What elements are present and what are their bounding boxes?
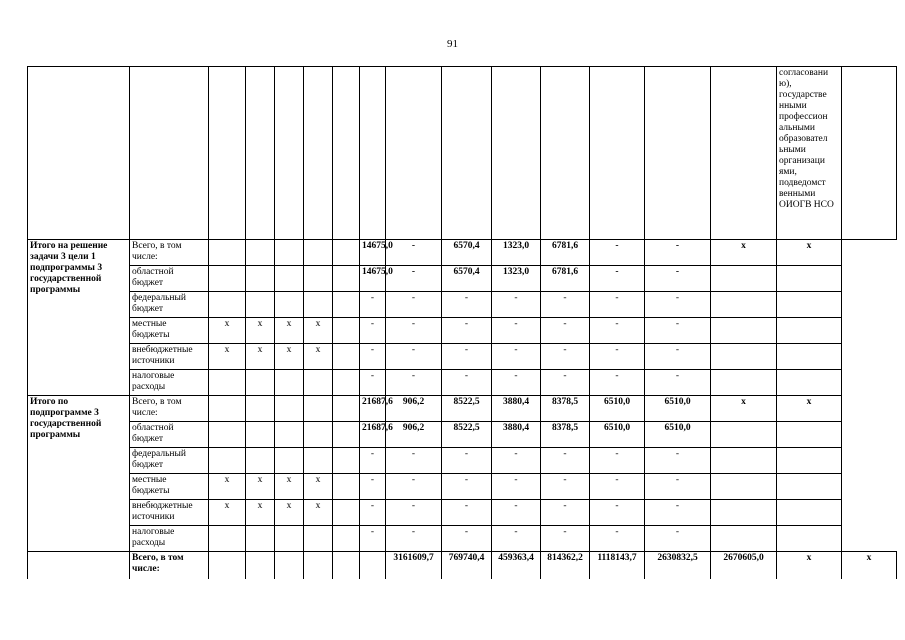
source-label: внебюджетные источники	[130, 344, 209, 370]
grand-total-value: 769740,4	[442, 552, 492, 580]
source-label: местные бюджеты	[130, 318, 209, 344]
value-cell: -	[590, 500, 645, 526]
code-cell	[275, 448, 304, 474]
value-cell: -	[541, 526, 590, 552]
source-label: Всего, в том числе:	[130, 240, 209, 266]
code-cell	[275, 266, 304, 292]
value-cell: -	[360, 344, 386, 370]
code-cell: х	[246, 318, 275, 344]
value-cell: -	[645, 526, 711, 552]
grand-total-label: Всего, в том числе:	[130, 552, 209, 580]
value-cell: -	[360, 448, 386, 474]
empty-cell	[246, 552, 275, 580]
value-cell: -	[360, 500, 386, 526]
value-cell: -	[492, 474, 541, 500]
value-cell: -	[442, 500, 492, 526]
source-label: федеральный бюджет	[130, 448, 209, 474]
grand-total-row	[28, 552, 897, 580]
grand-total-value: 459363,4	[492, 552, 541, 580]
result-cell	[777, 266, 842, 292]
value-cell: -	[386, 370, 442, 396]
executor-cell	[711, 500, 777, 526]
value-cell: -	[442, 370, 492, 396]
continuation-row	[28, 67, 897, 240]
executor-cell	[711, 292, 777, 318]
value-cell: -	[590, 474, 645, 500]
value-cell: -	[492, 370, 541, 396]
code-cell	[246, 292, 275, 318]
source-label: налоговые расходы	[130, 526, 209, 552]
code-cell	[275, 526, 304, 552]
value-cell: -	[541, 448, 590, 474]
result-cell: х	[842, 552, 897, 580]
table-row	[28, 292, 897, 318]
value-cell: -	[492, 292, 541, 318]
executor-cell: х	[711, 396, 777, 422]
empty-cell	[333, 266, 360, 292]
code-cell: х	[304, 474, 333, 500]
empty-cell	[333, 526, 360, 552]
value-cell: -	[541, 318, 590, 344]
value-cell: -	[645, 318, 711, 344]
value-cell: -	[442, 318, 492, 344]
code-cell	[209, 292, 246, 318]
value-cell: 6781,6	[541, 240, 590, 266]
executor-cell	[711, 344, 777, 370]
code-cell: х	[209, 474, 246, 500]
value-cell: -	[541, 474, 590, 500]
value-cell: -	[442, 344, 492, 370]
value-cell: 8378,5	[541, 422, 590, 448]
code-cell	[246, 448, 275, 474]
table-row	[28, 474, 897, 500]
source-label: Всего, в том числе:	[130, 396, 209, 422]
code-cell: х	[304, 318, 333, 344]
code-cell	[275, 370, 304, 396]
executor-cell	[711, 422, 777, 448]
code-cell	[246, 526, 275, 552]
code-cell	[304, 266, 333, 292]
value-cell: 14675,0	[360, 266, 386, 292]
empty-cell	[333, 474, 360, 500]
code-cell	[246, 396, 275, 422]
code-cell	[246, 266, 275, 292]
value-cell: -	[360, 370, 386, 396]
value-cell: -	[541, 344, 590, 370]
value-cell: -	[386, 266, 442, 292]
code-cell	[209, 526, 246, 552]
code-cell	[209, 448, 246, 474]
value-cell: -	[386, 448, 442, 474]
value-cell: 1323,0	[492, 240, 541, 266]
group-label: Итого на решение задачи 3 цели 1 подпрограммы 3 государственной программы	[28, 240, 130, 396]
empty-cell	[333, 396, 360, 422]
value-cell: -	[492, 344, 541, 370]
value-cell: -	[645, 500, 711, 526]
group-label: Итого по подпрограмме 3 государственной программы	[28, 396, 130, 552]
value-cell: 6781,6	[541, 266, 590, 292]
code-cell	[304, 396, 333, 422]
page-number: 91	[447, 38, 458, 50]
value-cell: -	[442, 292, 492, 318]
value-cell: -	[492, 526, 541, 552]
value-cell: -	[645, 266, 711, 292]
result-cell	[777, 500, 842, 526]
value-cell: -	[442, 526, 492, 552]
empty-cell	[209, 552, 246, 580]
executor-cell	[711, 474, 777, 500]
value-cell: -	[360, 526, 386, 552]
code-cell	[304, 240, 333, 266]
empty-cell	[360, 552, 386, 580]
result-cell	[777, 292, 842, 318]
table-row	[28, 266, 897, 292]
value-cell: -	[386, 240, 442, 266]
table-row	[28, 396, 897, 422]
value-cell: -	[360, 318, 386, 344]
code-cell: х	[275, 474, 304, 500]
empty-cell	[333, 552, 360, 580]
value-cell: 6510,0	[590, 422, 645, 448]
value-cell: -	[590, 318, 645, 344]
code-cell	[304, 292, 333, 318]
grand-total-value: 2630832,5	[645, 552, 711, 580]
value-cell: 1323,0	[492, 266, 541, 292]
code-cell	[304, 422, 333, 448]
source-label: налоговые расходы	[130, 370, 209, 396]
code-cell	[209, 370, 246, 396]
value-cell: -	[590, 266, 645, 292]
value-cell: 6510,0	[590, 396, 645, 422]
responsible-executor-note: согласовани ю), государстве нными профессион альными образовател ьными организаци ями, подведомст венными ОИОГВ НСО	[777, 67, 842, 240]
result-cell	[777, 422, 842, 448]
result-cell	[777, 344, 842, 370]
value-cell: 8522,5	[442, 422, 492, 448]
code-cell: х	[275, 500, 304, 526]
budget-table	[27, 66, 897, 579]
source-label: местные бюджеты	[130, 474, 209, 500]
value-cell: -	[590, 344, 645, 370]
result-cell	[777, 474, 842, 500]
code-cell	[275, 396, 304, 422]
value-cell: 906,2	[386, 396, 442, 422]
code-cell: х	[304, 500, 333, 526]
executor-cell	[711, 370, 777, 396]
code-cell	[304, 526, 333, 552]
code-cell	[275, 292, 304, 318]
executor-cell	[711, 448, 777, 474]
value-cell: 21687,6	[360, 396, 386, 422]
table-row	[28, 500, 897, 526]
code-cell: х	[209, 344, 246, 370]
value-cell: -	[590, 370, 645, 396]
value-cell: 3880,4	[492, 396, 541, 422]
value-cell: -	[590, 526, 645, 552]
empty-cell	[333, 344, 360, 370]
value-cell: -	[645, 292, 711, 318]
value-cell: 6510,0	[645, 422, 711, 448]
code-cell: х	[246, 344, 275, 370]
result-cell: х	[777, 396, 842, 422]
value-cell: -	[541, 500, 590, 526]
empty-cell	[333, 448, 360, 474]
value-cell: 6570,4	[442, 266, 492, 292]
empty-cell	[333, 318, 360, 344]
table-row	[28, 448, 897, 474]
table-row	[28, 370, 897, 396]
code-cell: х	[209, 318, 246, 344]
empty-cell	[333, 370, 360, 396]
value-cell: 21687,6	[360, 422, 386, 448]
value-cell: -	[442, 474, 492, 500]
code-cell	[246, 422, 275, 448]
value-cell: -	[386, 344, 442, 370]
value-cell: -	[386, 318, 442, 344]
grand-total-value: 3161609,7	[386, 552, 442, 580]
code-cell	[209, 422, 246, 448]
empty-cell	[333, 422, 360, 448]
code-cell	[246, 240, 275, 266]
executor-cell	[711, 266, 777, 292]
value-cell: 3880,4	[492, 422, 541, 448]
table-row	[28, 526, 897, 552]
empty-cell	[333, 292, 360, 318]
code-cell	[304, 448, 333, 474]
source-label: федеральный бюджет	[130, 292, 209, 318]
code-cell: х	[275, 318, 304, 344]
value-cell: 6510,0	[645, 396, 711, 422]
value-cell: -	[492, 500, 541, 526]
value-cell: -	[645, 448, 711, 474]
grand-total-value: 814362,2	[541, 552, 590, 580]
empty-cell	[304, 552, 333, 580]
code-cell	[209, 396, 246, 422]
executor-cell: х	[711, 240, 777, 266]
value-cell: 6570,4	[442, 240, 492, 266]
result-cell	[777, 526, 842, 552]
value-cell: -	[360, 474, 386, 500]
value-cell: -	[386, 500, 442, 526]
value-cell: -	[645, 344, 711, 370]
value-cell: -	[492, 448, 541, 474]
value-cell: -	[590, 292, 645, 318]
value-cell: 8522,5	[442, 396, 492, 422]
value-cell: 906,2	[386, 422, 442, 448]
value-cell: -	[442, 448, 492, 474]
empty-cell	[28, 552, 130, 580]
table-row	[28, 240, 897, 266]
result-cell: х	[777, 240, 842, 266]
code-cell: х	[275, 344, 304, 370]
result-cell	[777, 448, 842, 474]
value-cell: -	[645, 474, 711, 500]
value-cell: 14675,0	[360, 240, 386, 266]
table-row	[28, 344, 897, 370]
value-cell: -	[541, 292, 590, 318]
value-cell: -	[590, 240, 645, 266]
executor-cell: х	[777, 552, 842, 580]
code-cell	[209, 266, 246, 292]
grand-total-value: 2670605,0	[711, 552, 777, 580]
executor-cell	[711, 526, 777, 552]
executor-cell	[711, 318, 777, 344]
value-cell: -	[360, 292, 386, 318]
result-cell	[777, 370, 842, 396]
value-cell: -	[492, 318, 541, 344]
code-cell: х	[209, 500, 246, 526]
grand-total-value: 1118143,7	[590, 552, 645, 580]
empty-cell	[333, 500, 360, 526]
value-cell: -	[386, 474, 442, 500]
code-cell	[275, 240, 304, 266]
code-cell: х	[246, 474, 275, 500]
empty-cell	[275, 552, 304, 580]
source-label: внебюджетные источники	[130, 500, 209, 526]
code-cell: х	[246, 500, 275, 526]
table-row	[28, 318, 897, 344]
code-cell	[275, 422, 304, 448]
value-cell: -	[541, 370, 590, 396]
result-cell	[777, 318, 842, 344]
value-cell: 8378,5	[541, 396, 590, 422]
code-cell	[209, 240, 246, 266]
empty-cell	[333, 240, 360, 266]
code-cell	[304, 370, 333, 396]
code-cell	[246, 370, 275, 396]
value-cell: -	[645, 370, 711, 396]
code-cell: х	[304, 344, 333, 370]
table-row	[28, 422, 897, 448]
value-cell: -	[386, 292, 442, 318]
value-cell: -	[590, 448, 645, 474]
source-label: областной бюджет	[130, 422, 209, 448]
value-cell: -	[386, 526, 442, 552]
value-cell: -	[645, 240, 711, 266]
source-label: областной бюджет	[130, 266, 209, 292]
